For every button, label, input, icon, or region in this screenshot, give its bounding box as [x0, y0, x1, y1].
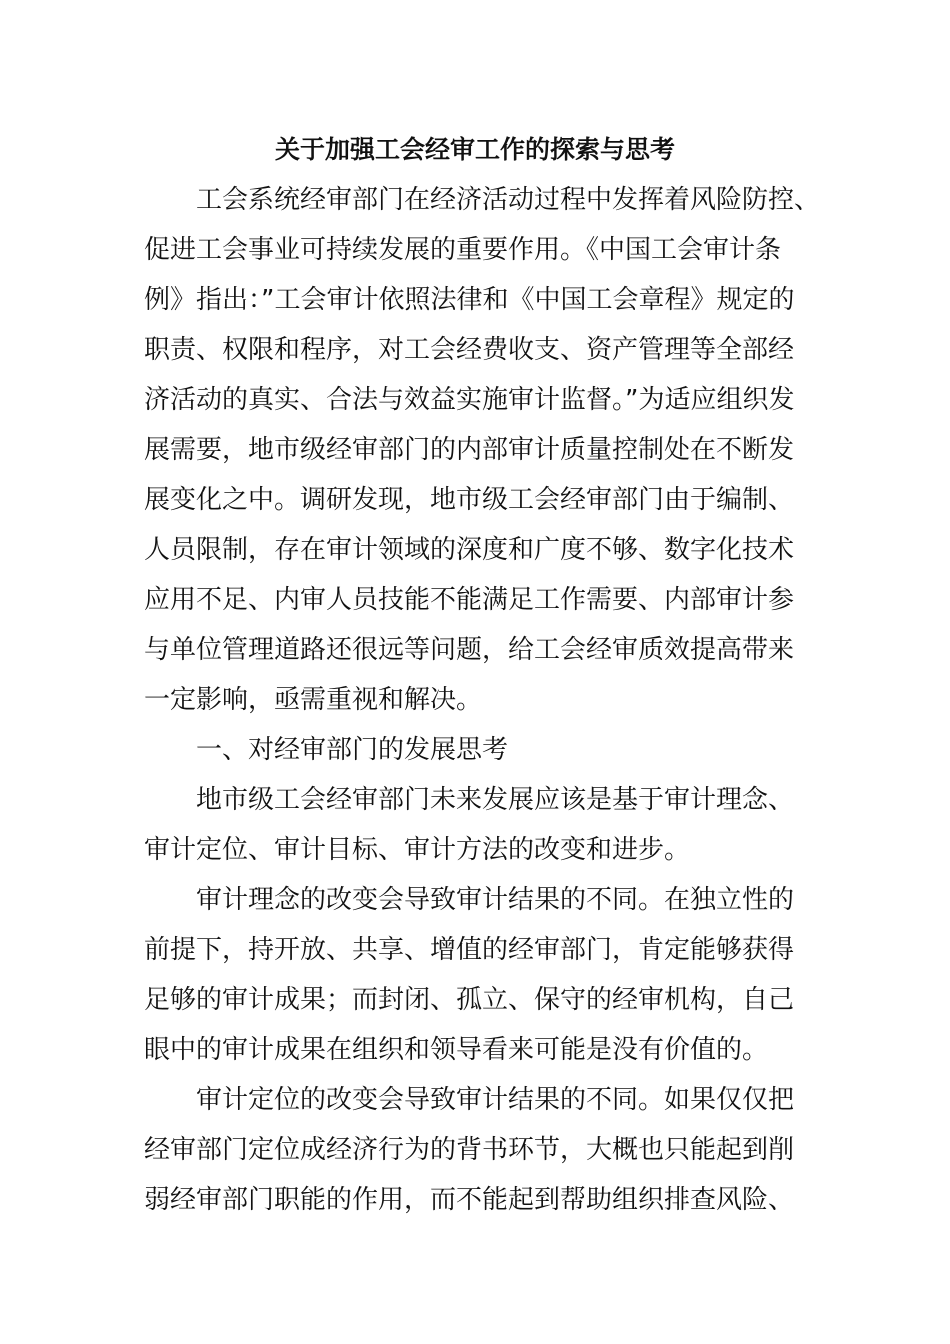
paragraph-line: 例》指出：”工会审计依照法律和《中国工会章程》规定的 — [144, 285, 795, 315]
section-heading: 一、对经审部门的发展思考 — [196, 735, 509, 765]
paragraph-line: 应用不足、内审人员技能不能满足工作需要、内部审计参 — [144, 585, 795, 615]
paragraph-line: 地市级工会经审部门未来发展应该是基于审计理念、 — [196, 785, 795, 815]
paragraph-line: 前提下，持开放、共享、增值的经审部门，肯定能够获得 — [144, 935, 795, 965]
paragraph-line: 与单位管理道路还很远等问题，给工会经审质效提高带来 — [144, 635, 795, 665]
paragraph-line: 工会系统经审部门在经济活动过程中发挥着风险防控、 — [196, 185, 821, 215]
paragraph-line: 职责、权限和程序，对工会经费收支、资产管理等全部经 — [144, 335, 795, 365]
paragraph-line: 审计定位的改变会导致审计结果的不同。如果仅仅把 — [196, 1085, 795, 1115]
paragraph-line: 审计理念的改变会导致审计结果的不同。在独立性的 — [196, 885, 795, 915]
paragraph-line: 审计定位、审计目标、审计方法的改变和进步。 — [144, 835, 691, 865]
document-title: 关于加强工会经审工作的探索与思考 — [274, 135, 675, 164]
paragraph-line: 眼中的审计成果在组织和领导看来可能是没有价值的。 — [144, 1035, 769, 1065]
paragraph-line: 展变化之中。调研发现，地市级工会经审部门由于编制、 — [144, 485, 795, 515]
paragraph-line: 足够的审计成果；而封闭、孤立、保守的经审机构，自己 — [144, 985, 795, 1015]
paragraph-line: 济活动的真实、合法与效益实施审计监督。”为适应组织发 — [144, 385, 795, 415]
paragraph-line: 人员限制，存在审计领域的深度和广度不够、数字化技术 — [144, 535, 795, 565]
paragraph-line: 促进工会事业可持续发展的重要作用。《中国工会审计条 — [144, 235, 782, 265]
paragraph-line: 弱经审部门职能的作用，而不能起到帮助组织排查风险、 — [144, 1185, 795, 1215]
paragraph-line: 经审部门定位成经济行为的背书环节，大概也只能起到削 — [144, 1135, 795, 1165]
paragraph-line: 展需要，地市级经审部门的内部审计质量控制处在不断发 — [144, 435, 795, 465]
paragraph-line: 一定影响，亟需重视和解决。 — [144, 685, 483, 715]
